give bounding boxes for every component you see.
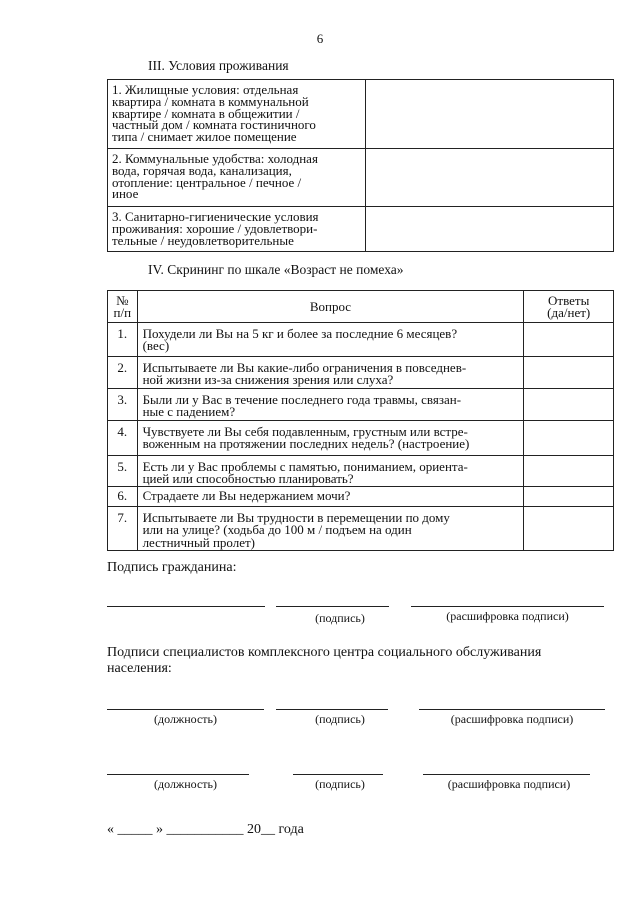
answer-cell[interactable] [524, 456, 614, 487]
text-line: Страдаете ли Вы недержанием мочи? [142, 488, 351, 503]
text-line: 1. Жилищные условия: отдельная [112, 82, 299, 97]
question-cell [137, 357, 524, 389]
condition-text-cell [108, 207, 366, 252]
text-line: иное [112, 186, 139, 202]
text-line: населения: [107, 661, 172, 676]
condition-text-cell [108, 149, 366, 207]
citizen-decode-caption: (расшифровка подписи) [446, 609, 569, 623]
header-text: (да/нет) [547, 304, 591, 320]
citizen-decode-line[interactable] [411, 606, 604, 607]
specialist1-decode-caption: (расшифровка подписи) [450, 712, 574, 726]
table-row [108, 149, 614, 207]
specialist2-signature-caption: (подпись) [315, 777, 365, 791]
specialist2-decode-caption: (расшифровка подписи) [447, 777, 571, 791]
table-row [108, 357, 614, 389]
specialist2-position-caption: (должность) [154, 777, 217, 791]
answers-header [524, 291, 614, 323]
text-line: квартира / комната в коммунальной [112, 93, 309, 109]
row-number: 6. [108, 487, 138, 507]
question-cell [137, 389, 524, 421]
table-row [108, 80, 614, 149]
living-conditions-table [107, 79, 614, 252]
question-cell [137, 421, 524, 456]
specialist2-decode-line[interactable] [423, 774, 590, 775]
row-number: 3. [108, 389, 138, 421]
text-line: 3. Санитарно-гигиенические условия [112, 209, 319, 224]
citizen-blank-line[interactable] [107, 606, 265, 607]
specialists-label [107, 645, 541, 677]
answer-cell[interactable] [524, 357, 614, 389]
specialist2-signature-line[interactable] [293, 774, 383, 775]
row-number: 5. [108, 456, 138, 487]
row-number: 2. [108, 357, 138, 389]
text-line: Похудели ли Вы на 5 кг и более за последние 6 месяцев? [142, 326, 458, 341]
text-line: вода, горячая вода, канализация, [112, 162, 292, 178]
page-number: 6 [316, 31, 324, 46]
screening-table [107, 290, 614, 551]
citizen-signature-caption: (подпись) [315, 611, 365, 625]
answer-cell[interactable] [524, 421, 614, 456]
text-line: отопление: центральное / печное / [112, 174, 302, 190]
text-line: Испытываете ли Вы трудности в перемещении по дому [142, 510, 450, 525]
answer-cell[interactable] [524, 507, 614, 551]
specialist1-signature-line[interactable] [276, 709, 388, 710]
question-cell [137, 487, 524, 507]
header-text: Ответы [548, 292, 590, 308]
text-line: Есть ли у Вас проблемы с памятью, пониманием, ориента- [142, 459, 468, 474]
condition-answer-cell[interactable] [366, 207, 614, 252]
condition-answer-cell[interactable] [366, 80, 614, 149]
header-text: п/п [113, 304, 132, 320]
text-line: (вес) [142, 338, 170, 354]
date-line[interactable]: « _____ » ___________ 20__ года [107, 822, 304, 837]
section-4-title: IV. Скрининг по шкале «Возраст не помеха» [148, 262, 404, 277]
specialist1-position-line[interactable] [107, 709, 264, 710]
text-line: или на улице? (ходьба до 100 м / подъем на один [142, 522, 412, 538]
answer-cell[interactable] [524, 323, 614, 357]
text-line: типа / снимает жилое помещение [112, 129, 297, 145]
text-line: лестничный пролет) [142, 534, 255, 550]
text-line: частный дом / комната гостиничного [112, 117, 316, 133]
section-3-title: III. Условия проживания [148, 58, 289, 73]
question-header: Вопрос [137, 291, 524, 323]
table-row [108, 507, 614, 551]
question-cell [137, 323, 524, 357]
num-header [108, 291, 138, 323]
table-header-row [108, 291, 614, 323]
text-line: Чувствуете ли Вы себя подавленным, грустным или встре- [142, 424, 468, 439]
table-row [108, 207, 614, 252]
text-line: Были ли у Вас в течение последнего года травмы, связан- [142, 392, 462, 407]
row-number: 1. [108, 323, 138, 357]
text-line: проживания: хорошие / удовлетвори- [112, 220, 318, 236]
condition-text-cell [108, 80, 366, 149]
text-line: ной жизни из-за снижения зрения или слуха? [142, 372, 394, 388]
text-line: 2. Коммунальные удобства: холодная [112, 151, 318, 166]
specialist1-signature-caption: (подпись) [315, 712, 365, 726]
specialist1-position-caption: (должность) [154, 712, 217, 726]
condition-answer-cell[interactable] [366, 149, 614, 207]
table-row [108, 487, 614, 507]
row-number: 4. [108, 421, 138, 456]
text-line: квартире / комната в общежитии / [112, 105, 300, 121]
answer-cell[interactable] [524, 487, 614, 507]
text-line: воженным на протяжении последних недель? (настроение) [142, 436, 470, 452]
header-text: № [116, 292, 129, 308]
table-row [108, 456, 614, 487]
question-cell [137, 456, 524, 487]
citizen-signature-line[interactable] [276, 606, 389, 607]
text-line: цией или способностью планировать? [142, 471, 354, 487]
text-line: тельные / неудовлетворительные [112, 232, 294, 248]
row-number: 7. [108, 507, 138, 551]
text-line: ные с падением? [142, 404, 236, 420]
specialist1-decode-line[interactable] [419, 709, 605, 710]
answer-cell[interactable] [524, 389, 614, 421]
question-cell [137, 507, 524, 551]
text-line: Испытываете ли Вы какие-либо ограничения в повседнев- [142, 360, 467, 375]
citizen-signature-label: Подпись гражданина: [107, 560, 237, 575]
specialist2-position-line[interactable] [107, 774, 249, 775]
table-row [108, 421, 614, 456]
text-line: Подписи специалистов комплексного центра социального обслуживания [107, 645, 542, 660]
table-row [108, 389, 614, 421]
table-row [108, 323, 614, 357]
